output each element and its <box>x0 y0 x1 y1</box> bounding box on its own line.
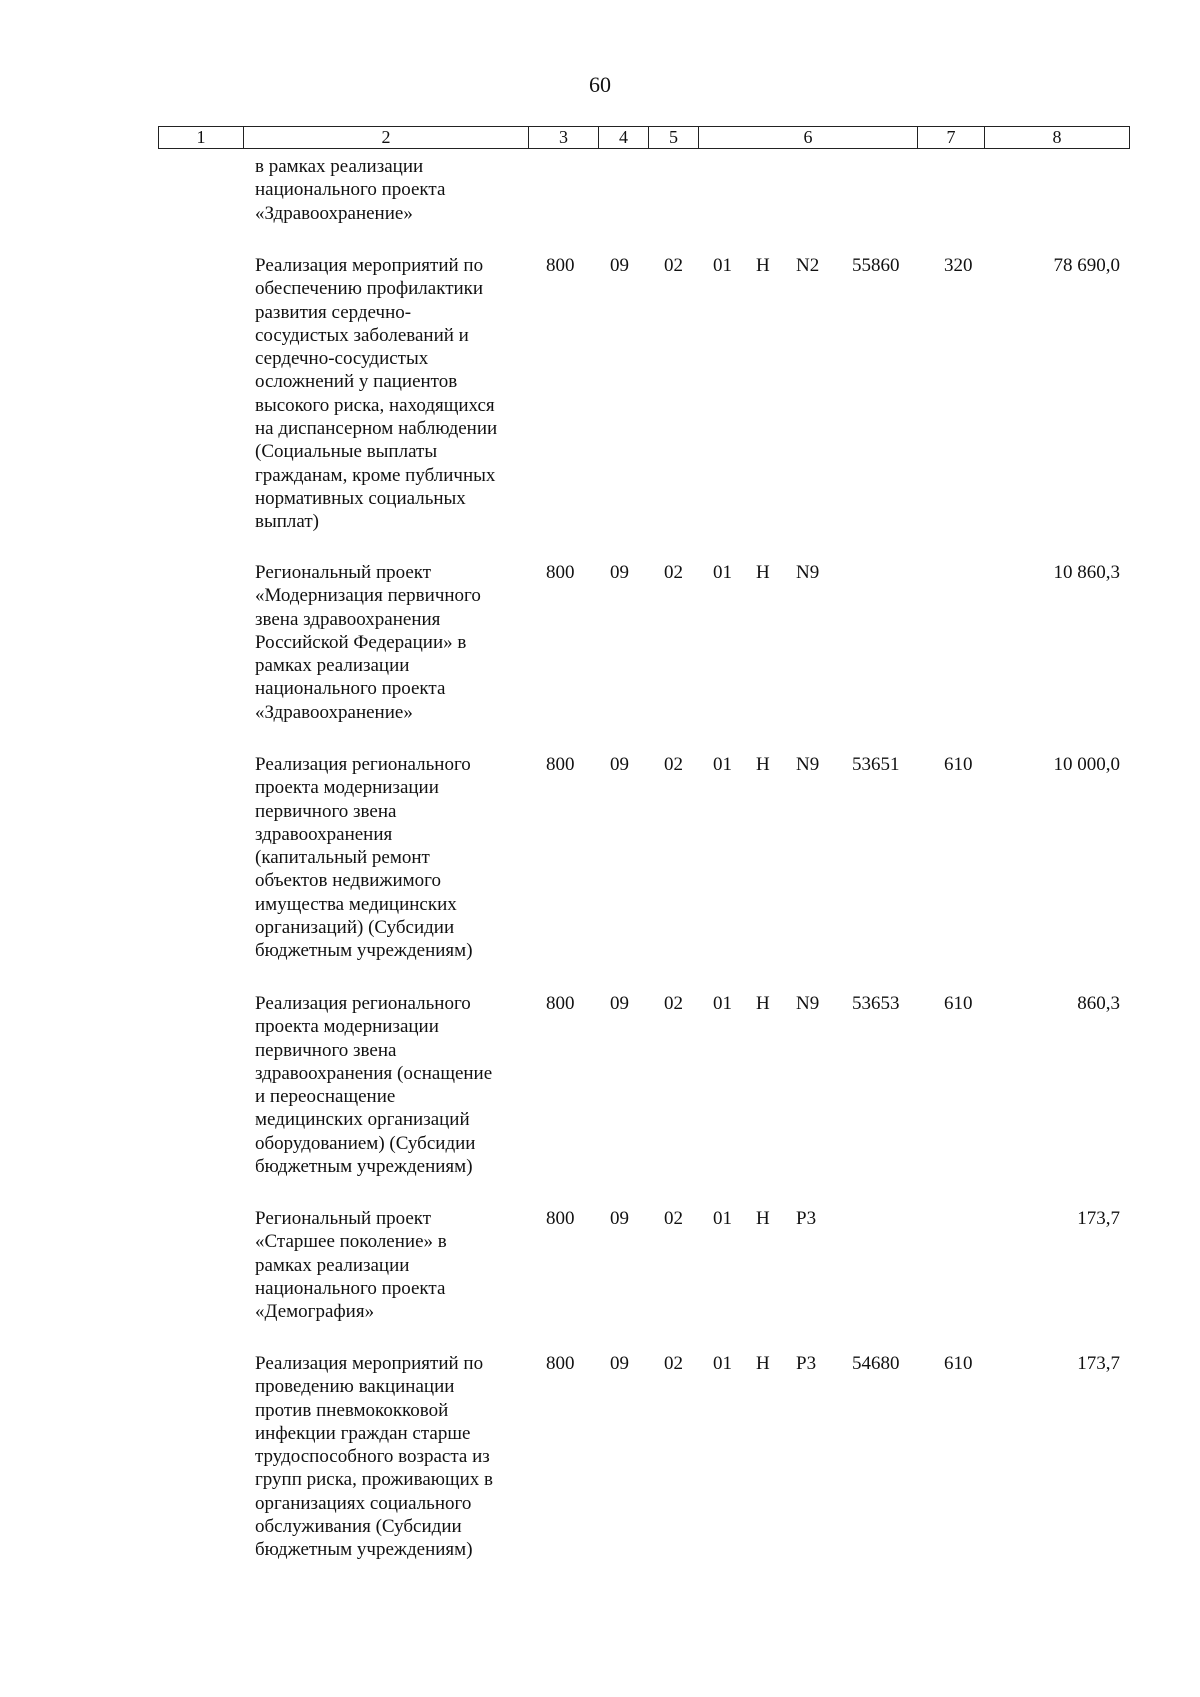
cell-c3: 800 <box>546 255 575 276</box>
description-line: Реализация мероприятий по <box>255 255 484 276</box>
description-line: против пневмококковой <box>255 1399 449 1421</box>
header-col-6: 6 <box>698 127 917 148</box>
cell-c5: 02 <box>664 993 683 1014</box>
description-line: (Социальные выплаты <box>255 441 438 463</box>
cell-c6d: 53653 <box>852 993 900 1014</box>
header-col-8: 8 <box>984 127 1129 148</box>
description-line: Региональный проект <box>255 562 432 583</box>
description-line: «Модернизация первичного <box>255 585 481 607</box>
description-line: «Демография» <box>255 1301 375 1323</box>
description-line: рамках реализации <box>255 655 410 677</box>
cell-c4: 09 <box>610 1353 629 1374</box>
description-line: «Старшее поколение» в <box>255 1231 447 1253</box>
cell-c6d: 55860 <box>852 255 900 276</box>
cell-c8: 10 000,0 <box>1053 754 1120 775</box>
description-line: оборудованием) (Субсидии <box>255 1132 476 1154</box>
cell-c6a: 01 <box>713 562 732 583</box>
description-line: проекта модернизации <box>255 1016 439 1038</box>
description-line: нормативных социальных <box>255 487 466 509</box>
row-description <box>255 561 525 724</box>
cell-c6c: Р3 <box>796 1208 817 1229</box>
cell-c7: 610 <box>944 754 973 775</box>
cell-c6b: Н <box>756 1208 770 1229</box>
cell-c3: 800 <box>546 754 575 775</box>
row-description <box>255 992 525 1178</box>
cell-c6b: Н <box>756 754 770 775</box>
cell-c4: 09 <box>610 754 629 775</box>
cell-c5: 02 <box>664 562 683 583</box>
description-line: звена здравоохранения <box>255 608 441 630</box>
cell-c7: 320 <box>944 255 973 276</box>
cell-c6a: 01 <box>713 255 732 276</box>
description-line: проведению вакцинации <box>255 1376 455 1398</box>
cell-c8: 173,7 <box>1077 1353 1120 1374</box>
description-line: национального проекта <box>255 1277 446 1299</box>
description-line: в рамках реализации <box>255 156 424 177</box>
cell-c6a: 01 <box>713 993 732 1014</box>
row-description <box>255 1352 525 1562</box>
description-line: Реализация регионального <box>255 754 471 775</box>
cell-c3: 800 <box>546 1353 575 1374</box>
description-line: бюджетным учреждениям) <box>255 1539 473 1561</box>
cell-c7: 610 <box>944 1353 973 1374</box>
cell-c6a: 01 <box>713 1208 732 1229</box>
cell-c6c: Р3 <box>796 1353 817 1374</box>
page-number: 60 <box>589 72 611 97</box>
table-header-row <box>158 126 1130 149</box>
cell-c6b: Н <box>756 993 770 1014</box>
description-line: и переоснащение <box>255 1086 396 1108</box>
header-col-4: 4 <box>598 127 648 148</box>
description-line: на диспансерном наблюдении <box>255 418 498 440</box>
description-line: Реализация мероприятий по <box>255 1353 484 1374</box>
description-line: имущества медицинских <box>255 893 457 915</box>
description-line: Реализация регионального <box>255 993 471 1014</box>
description-line: первичного звена <box>255 800 397 822</box>
header-col-7: 7 <box>917 127 984 148</box>
description-line: здравоохранения (оснащение <box>255 1062 493 1084</box>
header-col-1: 1 <box>196 127 206 147</box>
description-line: осложнений у пациентов <box>255 371 458 393</box>
description-line: «Здравоохранение» <box>255 202 413 224</box>
cell-c5: 02 <box>664 1208 683 1229</box>
row-description <box>255 753 525 963</box>
row-description <box>255 254 525 534</box>
description-line: сосудистых заболеваний и <box>255 324 469 346</box>
row-description <box>255 155 525 225</box>
description-line: инфекции граждан старше <box>255 1422 471 1444</box>
cell-c6d: 54680 <box>852 1353 900 1374</box>
row-description <box>255 1207 525 1323</box>
description-line: здравоохранения <box>255 823 393 845</box>
description-line: бюджетным учреждениям) <box>255 1156 473 1178</box>
cell-c6a: 01 <box>713 754 732 775</box>
header-col-3: 3 <box>528 127 598 148</box>
description-line: обслуживания (Субсидии <box>255 1516 462 1538</box>
description-line: групп риска, проживающих в <box>255 1469 493 1491</box>
description-line: гражданам, кроме публичных <box>255 464 496 486</box>
cell-c6b: Н <box>756 255 770 276</box>
cell-c8: 173,7 <box>1077 1208 1120 1229</box>
description-line: рамках реализации <box>255 1254 410 1276</box>
header-col-2: 2 <box>243 127 528 148</box>
cell-c6c: N2 <box>796 255 820 276</box>
description-line: (капитальный ремонт <box>255 847 430 869</box>
description-line: объектов недвижимого <box>255 870 442 892</box>
cell-c8: 10 860,3 <box>1053 562 1120 583</box>
description-line: развития сердечно- <box>255 301 412 323</box>
cell-c7: 610 <box>944 993 973 1014</box>
description-line: Региональный проект <box>255 1208 432 1229</box>
description-line: трудоспособного возраста из <box>255 1446 490 1468</box>
header-col-5: 5 <box>648 127 698 148</box>
cell-c8: 860,3 <box>1077 993 1120 1014</box>
description-line: сердечно-сосудистых <box>255 348 429 370</box>
cell-c6c: N9 <box>796 993 820 1014</box>
cell-c5: 02 <box>664 754 683 775</box>
cell-c5: 02 <box>664 1353 683 1374</box>
description-line: бюджетным учреждениям) <box>255 940 473 962</box>
cell-c6c: N9 <box>796 562 820 583</box>
cell-c3: 800 <box>546 1208 575 1229</box>
description-line: первичного звена <box>255 1039 397 1061</box>
description-line: организаций) (Субсидии <box>255 917 455 939</box>
cell-c4: 09 <box>610 993 629 1014</box>
cell-c6d: 53651 <box>852 754 900 775</box>
cell-c8: 78 690,0 <box>1053 255 1120 276</box>
description-line: выплат) <box>255 511 319 533</box>
cell-c4: 09 <box>610 255 629 276</box>
description-line: организациях социального <box>255 1492 472 1514</box>
description-line: национального проекта <box>255 179 446 201</box>
description-line: проекта модернизации <box>255 777 439 799</box>
cell-c6b: Н <box>756 1353 770 1374</box>
cell-c6b: Н <box>756 562 770 583</box>
description-line: «Здравоохранение» <box>255 701 413 723</box>
cell-c5: 02 <box>664 255 683 276</box>
cell-c6c: N9 <box>796 754 820 775</box>
description-line: Российской Федерации» в <box>255 631 467 653</box>
cell-c4: 09 <box>610 562 629 583</box>
cell-c6a: 01 <box>713 1353 732 1374</box>
cell-c3: 800 <box>546 993 575 1014</box>
cell-c4: 09 <box>610 1208 629 1229</box>
cell-c3: 800 <box>546 562 575 583</box>
description-line: медицинских организаций <box>255 1109 470 1131</box>
description-line: высокого риска, находящихся <box>255 394 495 416</box>
description-line: национального проекта <box>255 678 446 700</box>
description-line: обеспечению профилактики <box>255 278 484 300</box>
